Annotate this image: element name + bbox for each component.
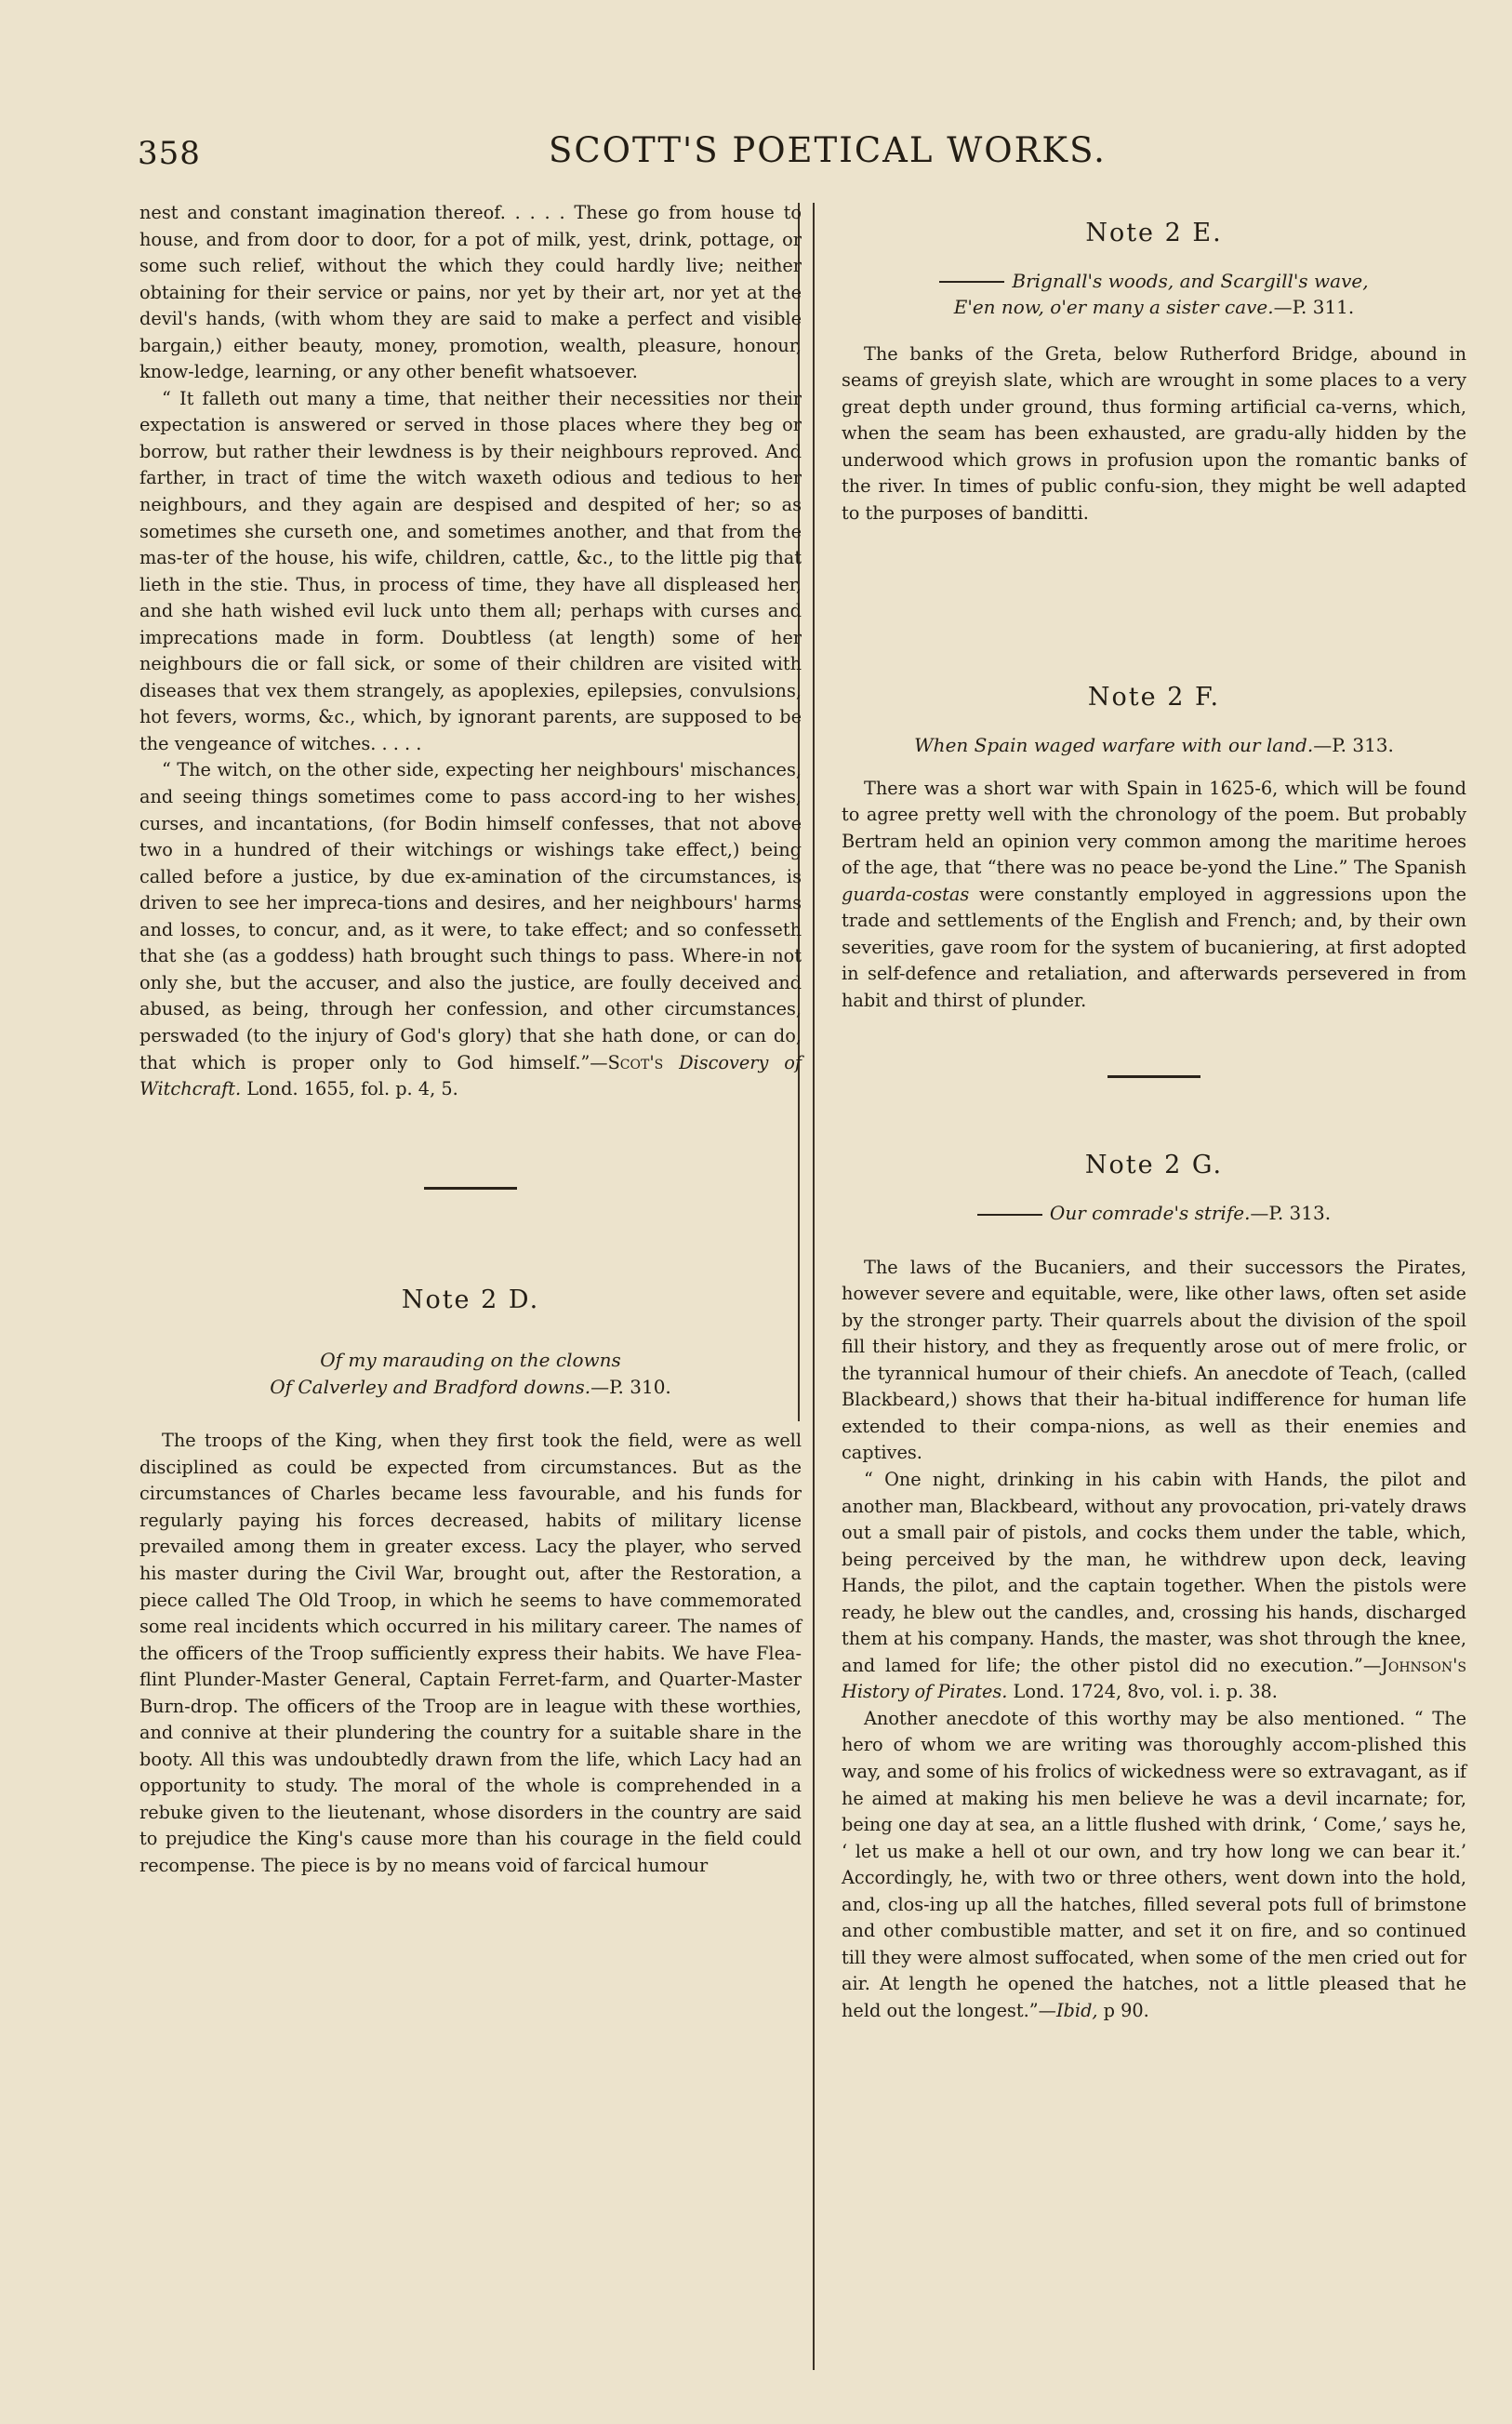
paragraph: nest and constant imagination thereof. . . . . These go from house to house, and from door to door, for a pot of milk, yest, drink, pottage, or some such relief, without the which they could hardly live; neither obtaining for their service or pains, nor yet by their art, nor yet at the devil's hands, (with whom they are said to make a perfect and visible bargain,) either beauty, money, promotion, wealth, pleasure, honour, know-ledge, learning, or any other benefit whatsoever. [139, 202, 802, 383]
note-2g-body-2-text: “ One night, drinking in his cabin with Hands, the pilot and another man, Blackbeard, without any provocation, pri-vately draws out a small pair of pistols, and cocks them under the table, which, being perceived by the man, he withdrew upon deck, leaving Hands, the pilot, and the captain together. When the pistols were ready, he blew out the candles, and, crossing his hands, discharged them at his company. Hands, the master, was shot through the knee, and lamed for life; the other pistol did no execution.”— [842, 1468, 1466, 1676]
citation-author: Johnson's [1381, 1654, 1466, 1676]
note-2g-body-3 [842, 1706, 1466, 2025]
note-2g-title: Note 2 G. [1084, 1151, 1224, 1180]
citation-details: Lond. 1724, 8vo, vol. i. p. 38. [1007, 1681, 1278, 1703]
note-2d-quote-line1: Of my marauding on the clowns [320, 1349, 621, 1372]
note-2f-title: Note 2 F. [1087, 683, 1221, 713]
note-2f-body-italic: guarda-costas [842, 883, 970, 905]
citation-details: p 90. [1097, 1999, 1149, 2021]
note-2e-title: Note 2 E. [1085, 219, 1223, 247]
running-title: SCOTT'S POETICAL WORKS. [549, 130, 1107, 170]
citation-title: Discovery of Witchcraft. [139, 1051, 802, 1100]
note-2g-quote-text: Our comrade's strife. [1049, 1202, 1251, 1225]
note-2e-quote-line2 [842, 294, 1466, 321]
note-2d-quote-ref: —P. 310. [590, 1375, 671, 1398]
citation-details: Lond. 1655, fol. p. 4, 5. [241, 1078, 458, 1100]
note-2d-title: Note 2 D. [401, 1285, 540, 1314]
note-2d-quote-line2 [139, 1374, 802, 1401]
column-divider [813, 203, 815, 2370]
note-2f-quote [842, 732, 1466, 759]
note-2g-body-2 [842, 1467, 1466, 1706]
note-2e-quote-ref: —P. 311. [1273, 296, 1355, 319]
note-2f-quote-ref: —P. 313. [1313, 734, 1394, 757]
note-2e-quote-text1: Brignall's woods, and Scargill's wave, [1012, 269, 1369, 292]
note-2e-quote-text2: E'en now, o'er many a sister cave. [953, 296, 1274, 319]
paragraph [139, 757, 802, 1102]
note-2f-quote-text: When Spain waged warfare with our land. [914, 734, 1314, 757]
quote-text: “ The witch, on the other side, expecting her neighbours' mischances, and seeing things sometimes come to pass accord-ing to her wishes, curses, and incantations, (for Bodin himself confesses, that not above two in a hundred of their witchings or wishings take effect,) being called before a justice, by due ex-amination of the circumstances, is driven to see her impreca-tions and desires, and her neighbours' harms and losses, to concur, and, as it were, to take effect; and so confesseth that she (as a goddess) hath brought such things to pass. Where-in not only she, but the accuser, and also the justice, are foully deceived and abused, as being, through her confession, and other circumstances, perswaded (to the injury of God's glory) that she hath done, or can do, that which is proper only to God himself.”— [139, 759, 802, 1073]
note-2g-body-1: The laws of the Bucaniers, and their successors the Pirates, however severe and equitable, were, like other laws, often set aside by the stronger party. Their quarrels about the division of the spoil fill their history, and they as frequently arose out of mere frolic, or the tyrannical humour of their chiefs. An anecdote of Teach, (called Blackbeard,) shows that their ha-bitual indifference for human life extended to their compa-nions, as well as their enemies and captives. [842, 1256, 1466, 1464]
page-number: 358 [138, 135, 201, 172]
quote-dash [977, 1214, 1042, 1216]
note-2d-quote-text: Of Calverley and Bradford downs. [270, 1375, 591, 1398]
paragraph: “ It falleth out many a time, that neither their necessities nor their expectation is answered or served in those places where they beg or borrow, but rather their lewdness is by their neighbours reproved. And farther, in tract of time the witch waxeth odious and tedious to her neighbours, and they again are despised and despited of her; so as sometimes she curseth one, and sometimes another, and that from the mas-ter of the house, his wife, children, cattle, &c., to the little pig that lieth in the stie. Thus, in process of time, they have all displeased her, and she hath wished evil luck unto them all; perhaps with curses and imprecations made in form. Doubtless (at length) some of her neighbours die or fall sick, or some of their children are visited with diseases that vex them strangely, as apoplexies, epilepsies, convulsions, hot fevers, worms, &c., which, by ignorant parents, are supposed to be the vengeance of witches. . . . . [139, 387, 802, 754]
note-2g-body-3-text: Another anecdote of this worthy may be also mentioned. “ The hero of whom we are writing was thoroughly accom-plished this way, and some of his frolics of wickedness were so extravagant, as if he aimed at making his men believe he was a devil incarnate; for, being one day at sea, an a little flushed with drink, ‘ Come,’ says he, ‘ let us make a hell ot our own, and try how long we can bear it.’ Accordingly, he, with two or three others, went down into the hold, and, clos-ing up all the hatches, filled several pots full of brimstone and other combustible matter, and set it on fire, and so continued till they were almost suffocated, when some of the men cried out for air. At length he opened the hatches, not a little pleased that he held out the longest.”— [842, 1707, 1466, 2021]
note-2f-body-part2: were constantly employed in aggressions upon the trade and settlements of the English and French; and, by their own severities, gave room for the system of bucaniering, at first adopted in self-defence and retaliation, and afterwards persevered in from habit and thirst of plunder. [842, 883, 1466, 1011]
note-2g-quote [842, 1200, 1466, 1227]
note-2f-body [842, 776, 1466, 1015]
citation-author: Scot's [607, 1051, 664, 1073]
note-2d-body: The troops of the King, when they first took the field, were as well disciplined as could be expected from circumstances. But as the circumstances of Charles became less favourable, and his funds for regularly paying his forces decreased, habits of military license prevailed among them in greater excess. Lacy the player, who served his master during the Civil War, brought out, after the Restoration, a piece called The Old Troop, in which he seems to have commemorated some real incidents which occurred in his military career. The names of the officers of the Troop sufficiently express their habits. We have Flea-flint Plunder-Master General, Captain Ferret-farm, and Quarter-Master Burn-drop. The officers of the Troop are in league with these worthies, and connive at their plundering the country for a suitable share in the booty. All this was undoubtedly drawn from the life, which Lacy had an opportunity to study. The moral of the whole is comprehended in a rebuke given to the lieutenant, whose disorders in the country are said to prejudice the King's cause more than his courage in the field could recompense. The piece is by no means void of farcical humour [139, 1430, 802, 1876]
note-2f-body-part1: There was a short war with Spain in 1625-6, which will be found to agree pretty well with the chronology of the poem. But probably Bertram held an opinion very common among the maritime heroes of the age, that “there was no peace be-yond the Line.” The Spanish [842, 777, 1466, 879]
left-column [139, 200, 802, 1880]
note-2g-quote-ref: —P. 313. [1250, 1202, 1332, 1225]
right-column [842, 200, 1466, 2024]
quote-dash [939, 281, 1004, 283]
citation-title: History of Pirates. [842, 1681, 1008, 1703]
note-2e-quote-line1 [842, 268, 1466, 295]
citation-ibid: Ibid, [1055, 1999, 1098, 2021]
note-2e-body: The banks of the Greta, below Rutherford Bridge, abound in seams of greyish slate, which are wrought in some places to a very great depth under ground, thus forming artificial ca-verns, which, when the seam has been exhausted, are gradu-ally hidden by the underwood which grows in profusion upon the romantic banks of the river. In times of public confu-sion, they might be well adapted to the purposes of banditti. [842, 342, 1466, 524]
